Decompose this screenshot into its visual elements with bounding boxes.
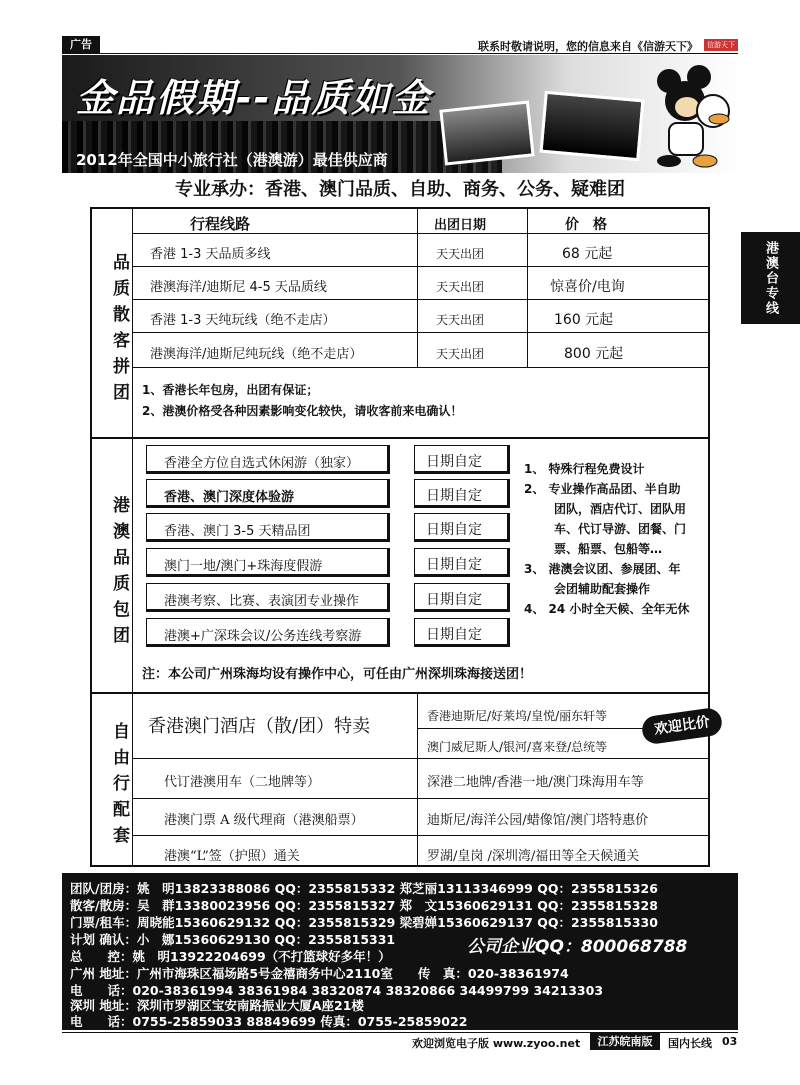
- package-route: 香港全方位自选式休闲游（独家）: [164, 456, 360, 471]
- macau-photo: [439, 100, 534, 165]
- itinerary-table: [90, 207, 710, 867]
- service-item: 港澳“L”签（护照）通关: [164, 849, 300, 864]
- banner-title: 金品假期--品质如金: [76, 76, 432, 120]
- edition-tag: 江苏皖南版: [590, 1033, 660, 1050]
- feature-line: 团队，酒店代订、团队用: [554, 502, 687, 516]
- section2-label: 港澳品质包团: [109, 496, 129, 652]
- package-route: 香港、澳门深度体验游: [164, 490, 295, 505]
- hotel-macau: 澳门威尼斯人/银河/喜来登/总统等: [427, 740, 608, 754]
- package-date: 日期自定: [426, 488, 482, 504]
- col-divider: [417, 694, 418, 865]
- route-price: 160 元起: [554, 312, 614, 328]
- service-detail: 罗湖/皇岗 /深圳湾/福田等全天候通关: [427, 849, 640, 864]
- compare-price-badge: 欢迎比价: [640, 707, 723, 746]
- row-divider: [132, 758, 710, 759]
- side-tab: 港澳台专线: [741, 232, 800, 324]
- route-price: 惊喜价/电询: [550, 279, 625, 295]
- package-route: 澳门一地/澳门+珠海度假游: [164, 559, 323, 574]
- contact-line: 总 控：姚 明13922204699（不打篮球好多年！）: [70, 949, 391, 964]
- service-headline: 专业承办：香港、澳门品质、自助、商务、公务、疑难团: [175, 179, 625, 200]
- contact-line: 电 话：020-38361994 38361984 38320874 38320866 34499799 34213303: [70, 983, 604, 998]
- service-detail: 迪斯尼/海洋公园/蜡像馆/澳门塔特惠价: [427, 813, 649, 828]
- header-price: 价 格: [565, 217, 607, 233]
- package-date: 日期自定: [426, 454, 482, 470]
- contact-line: 团队/团房：姚 明13823388086 QQ：2355815332 郑芝丽13113346999 QQ：2355815326: [70, 881, 658, 896]
- hongkong-photo: [539, 91, 644, 161]
- top-bar: [62, 36, 738, 54]
- feature-line: 票、船票、包船等…: [554, 542, 663, 556]
- route-name: 港澳海洋/迪斯尼 4-5 天品质线: [150, 280, 327, 295]
- route-name: 香港 1-3 天纯玩线（绝不走店）: [150, 313, 336, 328]
- route-price: 68 元起: [562, 246, 613, 262]
- package-date: 日期自定: [426, 522, 482, 538]
- row-divider: [132, 266, 710, 267]
- row-divider: [132, 835, 710, 836]
- header-route: 行程线路: [190, 215, 251, 233]
- route-date: 天天出团: [436, 247, 485, 261]
- label-column-divider: [132, 209, 133, 865]
- feature-line: 4、 24 小时全天候、全年无休: [524, 602, 690, 616]
- section-divider: [92, 692, 708, 694]
- feature-line: 会团辅助配套操作: [554, 582, 651, 596]
- route-date: 天天出团: [436, 280, 485, 294]
- service-detail: 深港二地牌/香港一地/澳门珠海用车等: [427, 775, 644, 790]
- cartoon-mascot-image: [647, 63, 732, 168]
- hotel-title: 香港澳门酒店（散/团）特卖: [148, 716, 371, 737]
- bottom-bar: [62, 1032, 738, 1050]
- contact-line: 计划 确认：小 娜15360629130 QQ：2355815331: [70, 932, 396, 947]
- page-number: 03: [722, 1035, 738, 1048]
- section3-label: 自由行配套: [109, 722, 129, 852]
- contact-panel: [62, 873, 738, 1030]
- service-item: 代订港澳用车（二地牌等）: [164, 775, 321, 790]
- feature-line: 1、 特殊行程免费设计: [524, 462, 645, 476]
- feature-line: 车、代订导游、团餐、门: [554, 522, 687, 536]
- section1-note: 2、港澳价格受各种因素影响变化较快，请收客前来电确认！: [142, 404, 463, 418]
- feature-line: 2、 专业操作高品团、半自助: [524, 482, 681, 496]
- company-qq: 公司企业QQ：800068788: [467, 937, 688, 957]
- route-name: 香港 1-3 天品质多线: [150, 247, 271, 262]
- publisher-logo: 信游天下: [704, 39, 738, 51]
- package-route: 港澳考察、比赛、表演团专业操作: [164, 594, 360, 609]
- package-route: 港澳+广深珠会议/公务连线考察游: [164, 629, 362, 644]
- row-divider: [132, 367, 710, 368]
- package-route: 香港、澳门 3-5 天精品团: [164, 524, 311, 539]
- banner-subtitle: 2012年全国中小旅行社（港澳游）最佳供应商: [76, 151, 388, 169]
- row-divider: [132, 299, 710, 300]
- route-name: 港澳海洋/迪斯尼纯玩线（绝不走店）: [150, 347, 363, 362]
- feature-line: 3、 港澳会议团、参展团、年: [524, 562, 681, 576]
- package-date: 日期自定: [426, 627, 482, 643]
- route-date: 天天出团: [436, 313, 485, 327]
- section1-note: 1、香港长年包房，出团有保证；: [142, 383, 319, 397]
- package-date: 日期自定: [426, 592, 482, 608]
- section-name: 国内长线: [668, 1037, 712, 1050]
- contact-line: 广州 地址：广州市海珠区福场路5号金禧商务中心2110室 传 真：020-38361974: [70, 966, 569, 981]
- row-divider: [132, 332, 710, 333]
- package-date: 日期自定: [426, 557, 482, 573]
- contact-line: 深圳 地址：深圳市罗湖区宝安南路振业大厦A座21楼: [70, 998, 364, 1013]
- route-date: 天天出团: [436, 347, 485, 361]
- ad-tag: 广告: [62, 36, 100, 54]
- contact-line: 电 话：0755-25859033 88849699 传真：0755-25859022: [70, 1014, 468, 1029]
- contact-line: 散客/散房：吴 群13380023956 QQ：2355815327 郑 文15360629131 QQ：2355815328: [70, 898, 658, 913]
- source-note: 联系时敬请说明，您的信息来自《信游天下》: [478, 40, 698, 53]
- banner: [62, 55, 738, 173]
- route-price: 800 元起: [564, 346, 624, 362]
- operation-note: 注：本公司广州珠海均设有操作中心，可任由广州深圳珠海接送团！: [142, 667, 533, 682]
- section1-label: 品质散客拼团: [109, 253, 129, 409]
- service-item: 港澳门票 A 级代理商（港澳船票）: [164, 813, 364, 828]
- section-divider: [92, 437, 708, 439]
- feature-list: [524, 459, 689, 619]
- contact-line: 门票/租车：周晓能15360629132 QQ：2355815329 梁碧婵15360629137 QQ：2355815330: [70, 915, 658, 930]
- row-divider: [132, 798, 710, 799]
- website-note: 欢迎浏览电子版 www.zyoo.net: [412, 1037, 581, 1050]
- hotel-hk: 香港迪斯尼/好莱坞/皇悦/丽东轩等: [427, 709, 608, 723]
- header-date: 出团日期: [434, 218, 487, 233]
